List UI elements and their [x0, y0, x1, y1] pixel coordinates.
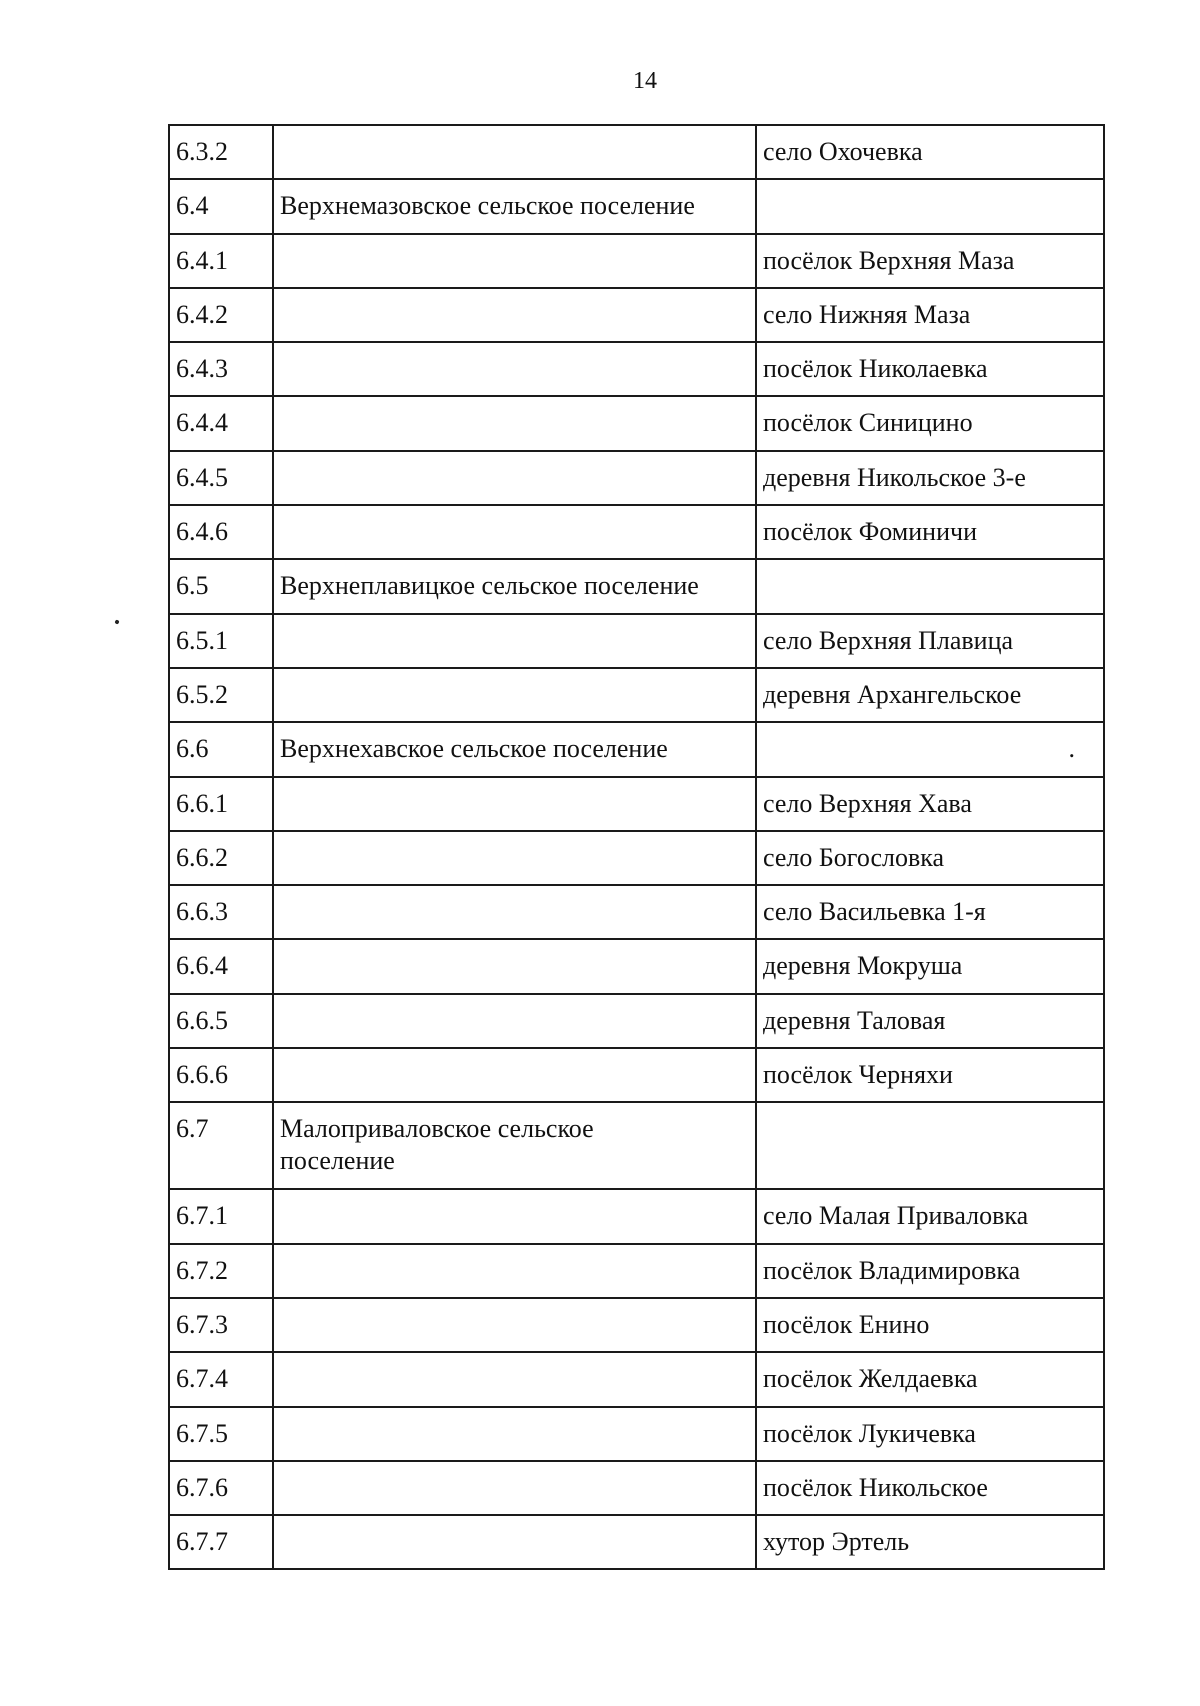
locality-name: посёлок Никольское	[756, 1461, 1104, 1515]
table-row	[169, 1461, 1104, 1515]
settlement-name	[273, 234, 756, 288]
settlements-table	[168, 124, 1105, 1570]
locality-name: деревня Архангельское	[756, 668, 1104, 722]
row-number: 6.7.6	[169, 1461, 273, 1515]
table-row	[169, 1244, 1104, 1298]
locality-name: село Нижняя Маза	[756, 288, 1104, 342]
table-row	[169, 1048, 1104, 1102]
settlement-name: Верхнеплавицкое сельское поселение	[273, 559, 756, 613]
row-number: 6.7.7	[169, 1515, 273, 1569]
settlement-name	[273, 994, 756, 1048]
table-row	[169, 831, 1104, 885]
table-row	[169, 288, 1104, 342]
locality-name: посёлок Черняхи	[756, 1048, 1104, 1102]
table-row	[169, 396, 1104, 450]
locality-name	[756, 559, 1104, 613]
row-number: 6.6	[169, 722, 273, 776]
settlement-name	[273, 1048, 756, 1102]
row-number: 6.7.1	[169, 1189, 273, 1243]
table-row	[169, 668, 1104, 722]
row-number: 6.7	[169, 1102, 273, 1189]
row-number: 6.4	[169, 179, 273, 233]
scan-mark	[114, 619, 119, 624]
row-number: 6.5.2	[169, 668, 273, 722]
table-row	[169, 559, 1104, 613]
row-number: 6.3.2	[169, 125, 273, 179]
locality-name: посёлок Желдаевка	[756, 1352, 1104, 1406]
locality-name: посёлок Владимировка	[756, 1244, 1104, 1298]
row-number: 6.7.5	[169, 1407, 273, 1461]
row-number: 6.4.2	[169, 288, 273, 342]
row-number: 6.4.1	[169, 234, 273, 288]
row-number: 6.6.5	[169, 994, 273, 1048]
locality-name: деревня Никольское 3-е	[756, 451, 1104, 505]
table-row	[169, 777, 1104, 831]
table-row	[169, 1407, 1104, 1461]
row-number: 6.5	[169, 559, 273, 613]
locality-name: деревня Мокруша	[756, 939, 1104, 993]
row-number: 6.6.6	[169, 1048, 273, 1102]
locality-name: посёлок Енино	[756, 1298, 1104, 1352]
table-row	[169, 1352, 1104, 1406]
row-number: 6.7.3	[169, 1298, 273, 1352]
settlement-name	[273, 1189, 756, 1243]
settlement-name	[273, 1515, 756, 1569]
table-row	[169, 722, 1104, 776]
settlement-name	[273, 885, 756, 939]
settlement-name	[273, 1407, 756, 1461]
row-number: 6.4.4	[169, 396, 273, 450]
settlement-name	[273, 342, 756, 396]
settlement-name	[273, 939, 756, 993]
table-row	[169, 1298, 1104, 1352]
table-row	[169, 125, 1104, 179]
locality-name: село Верхняя Хава	[756, 777, 1104, 831]
row-number: 6.5.1	[169, 614, 273, 668]
table-row	[169, 1189, 1104, 1243]
row-number: 6.6.4	[169, 939, 273, 993]
table-row	[169, 179, 1104, 233]
locality-name: посёлок Верхняя Маза	[756, 234, 1104, 288]
table-row	[169, 614, 1104, 668]
settlement-name	[273, 831, 756, 885]
locality-name: посёлок Лукичевка	[756, 1407, 1104, 1461]
settlement-name	[273, 1244, 756, 1298]
settlement-name	[273, 505, 756, 559]
locality-name: село Охочевка	[756, 125, 1104, 179]
locality-name: посёлок Синицино	[756, 396, 1104, 450]
row-number: 6.4.6	[169, 505, 273, 559]
table-row	[169, 939, 1104, 993]
locality-name: село Васильевка 1-я	[756, 885, 1104, 939]
settlement-name: Верхнемазовское сельское поселение	[273, 179, 756, 233]
row-number: 6.6.1	[169, 777, 273, 831]
settlement-name	[273, 668, 756, 722]
table-row	[169, 505, 1104, 559]
page-number: 14	[633, 68, 657, 94]
locality-name: деревня Таловая	[756, 994, 1104, 1048]
settlement-name	[273, 125, 756, 179]
row-number: 6.7.2	[169, 1244, 273, 1298]
settlement-name	[273, 1352, 756, 1406]
settlement-name	[273, 1298, 756, 1352]
locality-name: село Богословка	[756, 831, 1104, 885]
settlement-name: Малоприваловское сельское поселение	[273, 1102, 756, 1189]
table-row	[169, 885, 1104, 939]
table-row	[169, 234, 1104, 288]
settlement-name: Верхнехавское сельское поселение	[273, 722, 756, 776]
locality-name	[756, 179, 1104, 233]
row-number: 6.4.5	[169, 451, 273, 505]
settlement-name	[273, 1461, 756, 1515]
table-row	[169, 451, 1104, 505]
settlement-name	[273, 777, 756, 831]
row-number: 6.6.3	[169, 885, 273, 939]
locality-name: .	[756, 722, 1104, 776]
settlement-name	[273, 614, 756, 668]
settlement-name	[273, 451, 756, 505]
row-number: 6.4.3	[169, 342, 273, 396]
settlement-name	[273, 396, 756, 450]
table-row	[169, 342, 1104, 396]
table-row	[169, 1102, 1104, 1189]
locality-name	[756, 1102, 1104, 1189]
settlement-name	[273, 288, 756, 342]
locality-name: село Малая Приваловка	[756, 1189, 1104, 1243]
table-row	[169, 1515, 1104, 1569]
table-row	[169, 994, 1104, 1048]
row-number: 6.7.4	[169, 1352, 273, 1406]
locality-name: посёлок Фоминичи	[756, 505, 1104, 559]
locality-name: хутор Эртель	[756, 1515, 1104, 1569]
locality-name: село Верхняя Плавица	[756, 614, 1104, 668]
locality-name: посёлок Николаевка	[756, 342, 1104, 396]
row-number: 6.6.2	[169, 831, 273, 885]
